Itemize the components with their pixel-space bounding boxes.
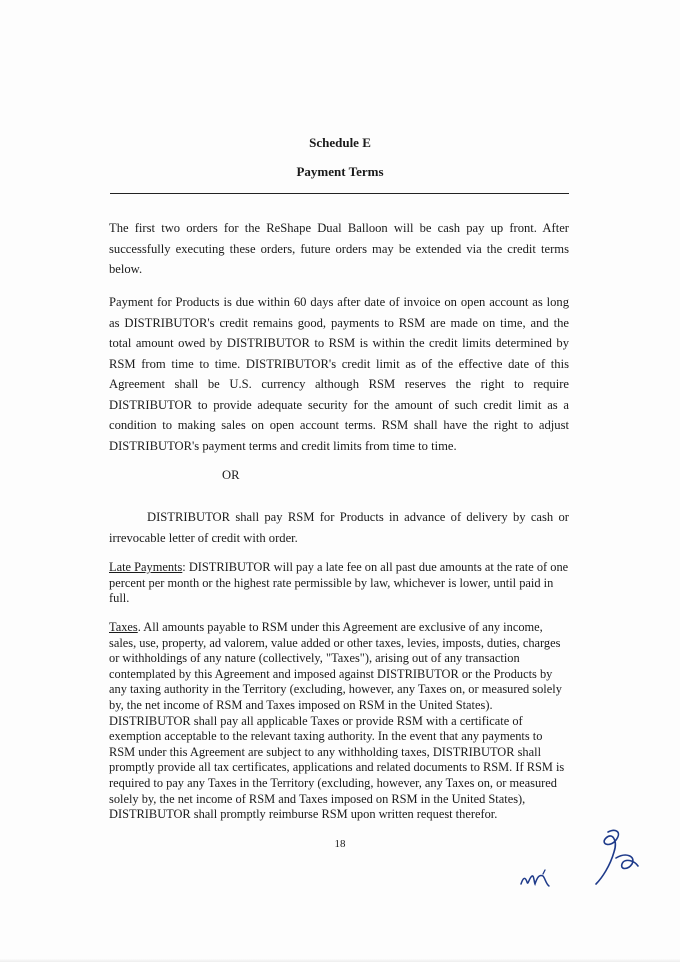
horizontal-rule: [110, 193, 569, 194]
late-payments-paragraph: [109, 560, 569, 607]
advance-payment-paragraph: DISTRIBUTOR shall pay RSM for Products in advance of delivery by cash or irrevocable letter of credit with order.: [109, 510, 569, 545]
handwritten-initials-mark: [519, 868, 555, 890]
page-edge: [0, 958, 680, 962]
section-title: Payment Terms: [296, 164, 384, 179]
payment-terms-paragraph: Payment for Products is due within 60 days after date of invoice on open account as long as DISTRIBUTOR's credit remains good, payments to RSM are made on time, and the total amount owed by DISTRIBUTOR to RSM is within the credit limits determined by RSM from time to time. DISTRIBUTOR's credit limit as of the effective date of this Agreement shall be U.S. currency although RSM reserves the right to require DISTRIBUTOR to provide adequate security for the amount of such credit limit as a condition to making sales on open account terms. RSM shall have the right to adjust DISTRIBUTOR's payment terms and credit limits from time to time.: [109, 295, 569, 453]
taxes-paragraph: [109, 620, 569, 823]
or-divider: OR: [222, 468, 240, 482]
late-payments-heading: Late Payments: [109, 560, 183, 574]
late-payments-text: : DISTRIBUTOR will pay a late fee on all past due amounts at the rate of one percent per month or the highest rate permissible by law, whichever is lower, until paid in full.: [109, 560, 569, 606]
taxes-heading: Taxes: [109, 620, 138, 634]
taxes-text: . All amounts payable to RSM under this Agreement are exclusive of any income, sales, use, property, ad valorem, value added or other taxes, levies, imposts, duties, charges or withholdings of any nature (collectively, "Taxes"), arising out of any transaction contemplated by this Agreement and imposed against DISTRIBUTOR or the Products by any taxing authority in the Territory (excluding, however, any Taxes on, or measured solely by, the net income of RSM and Taxes imposed on RSM in the United States). DISTRIBUTOR shall pay all applicable Taxes or provide RSM with a certificate of exemption acceptable to the relevant taxing authority. In the event that any payments to RSM under this Agreement are subject to any withholding taxes, DISTRIBUTOR shall promptly provide all tax certificates, applications and related documents to RSM. If RSM is required to pay any Taxes in the Territory (excluding, however, any Taxes on, or measured solely by, the net income of RSM and Taxes imposed on RSM in the United States), DISTRIBUTOR shall promptly reimburse RSM upon written request therefor.: [109, 620, 565, 822]
intro-paragraph: The first two orders for the ReShape Dual Balloon will be cash pay up front. After successfully executing these orders, future orders may be extended via the credit terms below.: [109, 221, 569, 276]
page-number: 18: [334, 838, 346, 850]
schedule-title: Schedule E: [309, 135, 371, 150]
handwritten-initials-signature: [586, 826, 646, 886]
